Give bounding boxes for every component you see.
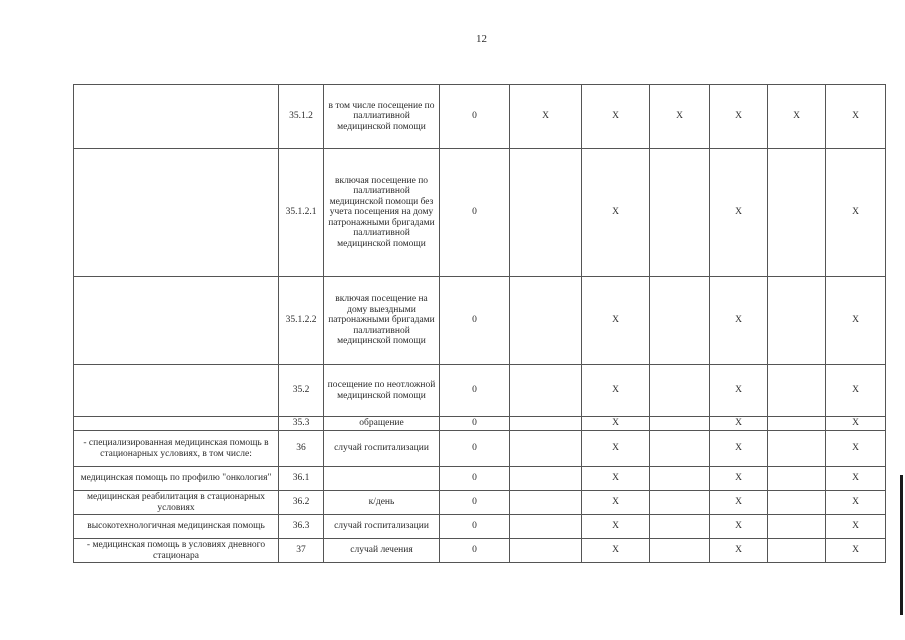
- row-cell: X: [582, 539, 650, 563]
- row-cell: [768, 491, 826, 515]
- row-cell: X: [710, 431, 768, 467]
- row-cell: X: [510, 85, 582, 149]
- row-cell: X: [710, 515, 768, 539]
- row-cell: X: [826, 149, 886, 277]
- row-cell: X: [710, 491, 768, 515]
- row-cell: [650, 515, 710, 539]
- table-row: [74, 515, 886, 539]
- row-cell: X: [826, 515, 886, 539]
- table-row: [74, 467, 886, 491]
- row-code: 36.2: [279, 491, 324, 515]
- table-row: [74, 539, 886, 563]
- row-cell: X: [710, 539, 768, 563]
- row-code: 37: [279, 539, 324, 563]
- row-name: - специализированная медицинская помощь в стационарных условиях, в том числе:: [74, 431, 279, 467]
- row-code: 35.2: [279, 365, 324, 417]
- table-row: [74, 365, 886, 417]
- row-cell: [768, 417, 826, 431]
- row-cell: X: [710, 467, 768, 491]
- page-number: 12: [476, 33, 487, 45]
- row-value: 0: [440, 467, 510, 491]
- row-cell: [510, 491, 582, 515]
- row-cell: [650, 539, 710, 563]
- row-cell: X: [826, 431, 886, 467]
- row-code: 36.1: [279, 467, 324, 491]
- table-row: [74, 417, 886, 431]
- row-cell: X: [710, 365, 768, 417]
- row-cell: X: [710, 417, 768, 431]
- table-row: [74, 85, 886, 149]
- row-name: - медицинская помощь в условиях дневного стационара: [74, 539, 279, 563]
- table-row: [74, 491, 886, 515]
- row-cell: [650, 277, 710, 365]
- row-unit: включая посещение на дому выездными патронажными бригадами паллиативной медицинской помощи: [324, 277, 440, 365]
- row-cell: [768, 365, 826, 417]
- row-cell: [768, 431, 826, 467]
- row-code: 35.3: [279, 417, 324, 431]
- row-unit: обращение: [324, 417, 440, 431]
- row-unit: случай госпитализации: [324, 515, 440, 539]
- row-unit: случай госпитализации: [324, 431, 440, 467]
- row-unit: включая посещение по паллиативной медицинской помощи без учета посещения на дому патронажными бригадами паллиативной медицинской помощи: [324, 149, 440, 277]
- row-cell: [768, 467, 826, 491]
- row-cell: X: [826, 491, 886, 515]
- row-code: 36: [279, 431, 324, 467]
- row-cell: X: [582, 467, 650, 491]
- row-cell: [768, 539, 826, 563]
- row-cell: [510, 365, 582, 417]
- row-value: 0: [440, 491, 510, 515]
- row-unit: [324, 467, 440, 491]
- row-cell: [768, 515, 826, 539]
- row-value: 0: [440, 149, 510, 277]
- row-cell: [510, 149, 582, 277]
- row-unit: в том числе посещение по паллиативной медицинской помощи: [324, 85, 440, 149]
- table-row: [74, 431, 886, 467]
- row-value: 0: [440, 417, 510, 431]
- row-cell: [768, 277, 826, 365]
- row-cell: X: [582, 365, 650, 417]
- row-cell: [650, 149, 710, 277]
- row-value: 0: [440, 539, 510, 563]
- row-value: 0: [440, 85, 510, 149]
- row-cell: [650, 491, 710, 515]
- row-code: 36.3: [279, 515, 324, 539]
- row-cell: X: [582, 277, 650, 365]
- row-unit: посещение по неотложной медицинской помощи: [324, 365, 440, 417]
- row-cell: X: [650, 85, 710, 149]
- row-value: 0: [440, 431, 510, 467]
- data-table: [73, 84, 886, 563]
- row-name: [74, 277, 279, 365]
- row-cell: [650, 431, 710, 467]
- row-cell: [510, 431, 582, 467]
- row-cell: [510, 539, 582, 563]
- row-name: [74, 85, 279, 149]
- row-cell: X: [826, 467, 886, 491]
- row-value: 0: [440, 515, 510, 539]
- row-cell: [510, 277, 582, 365]
- row-name: [74, 149, 279, 277]
- row-cell: X: [826, 539, 886, 563]
- row-cell: X: [710, 149, 768, 277]
- row-cell: [650, 467, 710, 491]
- scan-edge-mark: [900, 475, 903, 615]
- row-name: [74, 365, 279, 417]
- row-cell: X: [582, 149, 650, 277]
- row-unit: к/день: [324, 491, 440, 515]
- row-cell: X: [768, 85, 826, 149]
- row-value: 0: [440, 277, 510, 365]
- row-code: 35.1.2.2: [279, 277, 324, 365]
- row-unit: случай лечения: [324, 539, 440, 563]
- row-cell: X: [710, 277, 768, 365]
- row-code: 35.1.2: [279, 85, 324, 149]
- table-row: [74, 277, 886, 365]
- row-name: медицинская помощь по профилю "онкология": [74, 467, 279, 491]
- row-cell: X: [826, 365, 886, 417]
- row-cell: X: [710, 85, 768, 149]
- row-code: 35.1.2.1: [279, 149, 324, 277]
- row-cell: [510, 417, 582, 431]
- table-row: [74, 149, 886, 277]
- row-cell: [510, 467, 582, 491]
- row-cell: [650, 365, 710, 417]
- row-cell: [650, 417, 710, 431]
- row-name: высокотехнологичная медицинская помощь: [74, 515, 279, 539]
- row-cell: X: [582, 515, 650, 539]
- row-cell: X: [826, 417, 886, 431]
- row-cell: X: [582, 85, 650, 149]
- row-cell: X: [826, 277, 886, 365]
- row-cell: X: [582, 491, 650, 515]
- row-name: медицинская реабилитация в стационарных условиях: [74, 491, 279, 515]
- row-cell: X: [826, 85, 886, 149]
- row-value: 0: [440, 365, 510, 417]
- row-cell: [510, 515, 582, 539]
- row-cell: X: [582, 417, 650, 431]
- row-name: [74, 417, 279, 431]
- row-cell: [768, 149, 826, 277]
- row-cell: X: [582, 431, 650, 467]
